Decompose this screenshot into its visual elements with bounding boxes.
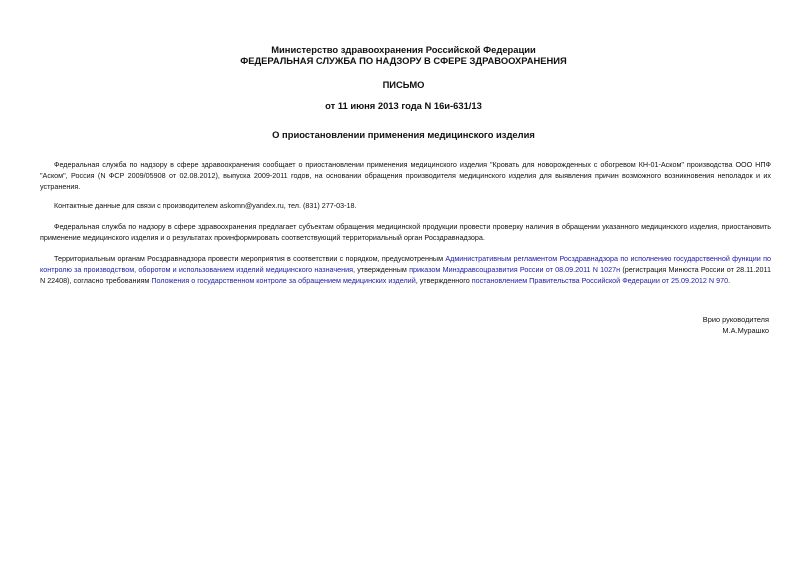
paragraph-text: . <box>728 276 731 285</box>
paragraph-text: (регистрация Минюста России от 28.11.2011 N 22408), согласно требованиям <box>40 265 772 285</box>
paragraph-suspension-notice: Федеральная служба по надзору в сфере здравоохранения сообщает о приостановлении применения медицинского изделия "Кровать для новорожденных с обогревом КН-01-Аском" производства ООО НПФ "Аском", Россия (N ФСР 2009/05908 от 02.08.2012), выпуска 2009-2011 годов, на основании обращения производителя медицинского изделия для выявления причин возможного возникновения неполадок и их устранения. <box>40 160 771 191</box>
government-decree-link[interactable]: постановлением Правительства Российской Федерации от 25.09.2012 N 970 <box>471 276 729 285</box>
paragraph-proposal: Федеральная служба по надзору в сфере здравоохранения предлагает субъектам обращения медицинской продукции провести проверку наличия в обращении указанного медицинского изделия, приостановить применение медицинского изделия и о результатах проинформировать соответствующий территориальный орган Росздравнадзора. <box>40 222 771 242</box>
regulation-link[interactable]: Положения о государственном контроле за обращением медицинских изделий <box>151 276 416 285</box>
paragraph-contacts: Контактные данные для связи с производителем askomn@yandex.ru, тел. (831) 277-03-18. <box>54 201 357 210</box>
document-subject: О приостановлении применения медицинского изделия <box>272 129 535 140</box>
service-title: ФЕДЕРАЛЬНАЯ СЛУЖБА ПО НАДЗОРУ В СФЕРЕ ЗДРАВООХРАНЕНИЯ <box>240 55 567 66</box>
order-link[interactable]: приказом Минздравсоцразвития России от 08.09.2011 N 1027н <box>409 265 621 274</box>
document-type: ПИСЬМО <box>382 79 425 90</box>
paragraph-text: , утвержденного <box>415 276 472 285</box>
paragraph-text: Территориальным органам Росздравнадзора провести мероприятия в соответствии с порядком, предусмотренным <box>54 254 446 263</box>
paragraph-text: , утвержденным <box>353 265 410 274</box>
paragraph-territorial-bodies <box>40 253 771 286</box>
document-date-number: от 11 июня 2013 года N 16и-631/13 <box>325 100 482 111</box>
admin-regulation-link[interactable]: Административным регламентом Росздравнадзора по исполнению государственной функции по контролю за производством, оборотом и использованием изделий медицинского назначения <box>40 254 771 274</box>
signatory-name: М.А.Мурашко <box>722 326 769 335</box>
signatory-position: Врио руководителя <box>702 315 769 324</box>
ministry-title: Министерство здравоохранения Российской Федерации <box>271 44 536 55</box>
